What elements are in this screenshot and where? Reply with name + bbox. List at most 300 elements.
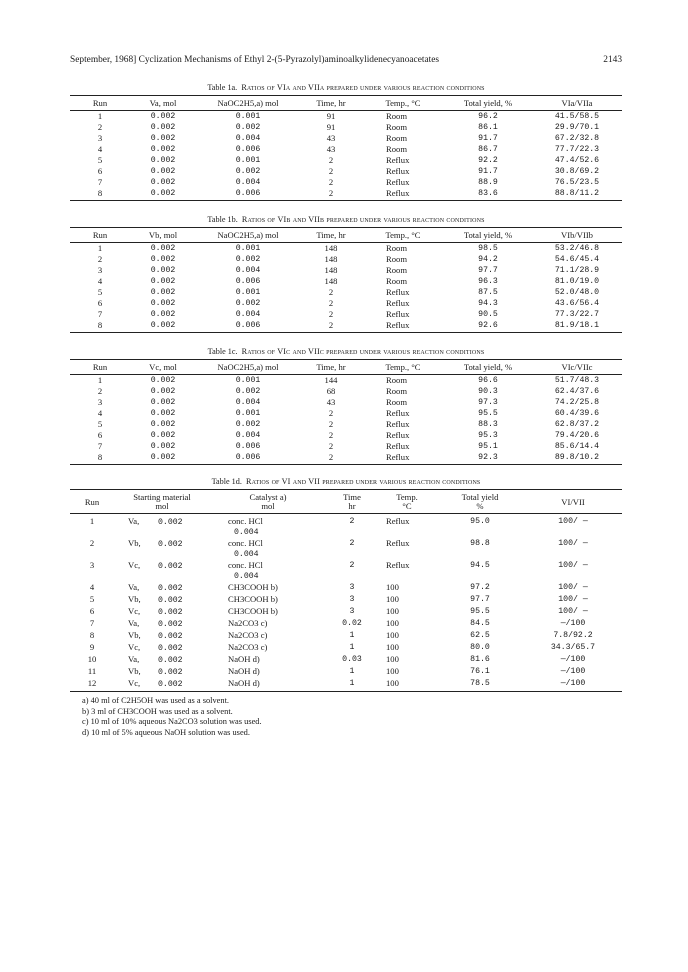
table-cell: 0.001 <box>235 288 261 297</box>
ratio-cell: 100/ — <box>558 539 588 548</box>
table-cell: 2 <box>300 188 362 201</box>
table-row <box>70 397 622 408</box>
table-cell: 91.7 <box>478 134 498 143</box>
col-starting-material-header: Starting material mol <box>114 490 210 514</box>
starting-material-cell: Vc, 0.002 <box>114 678 210 692</box>
table-cell: 98.5 <box>478 244 498 253</box>
table-cell: Reflux <box>386 166 410 176</box>
table-cell: Reflux <box>386 287 410 297</box>
table-cell: 90.5 <box>478 310 498 319</box>
table-cell: 3 <box>97 265 103 275</box>
table-1d-row <box>70 582 622 594</box>
temp-cell: 100 <box>386 666 399 676</box>
table-cell: 0.002 <box>150 277 176 286</box>
run-cell: 1 <box>89 516 95 526</box>
ratio-cell: —/100 <box>560 667 586 676</box>
table-cell: 96.6 <box>478 376 498 385</box>
temp-cell: 100 <box>386 594 399 604</box>
column-header: NaOC2H5,a) mol <box>196 360 300 375</box>
starting-material-cell: Va, 0.002 <box>128 654 183 665</box>
table-cell: 86.1 <box>478 123 498 132</box>
table-cell: 0.002 <box>150 156 176 165</box>
table-cell: 74.2/25.8 <box>554 398 600 407</box>
table-cell: 6 <box>97 166 103 176</box>
catalyst-cell: Na2CO3 c) <box>228 618 268 628</box>
table-title: Ratios of VIa and VIIa prepared under various reaction conditions <box>241 83 485 92</box>
table-cell: 81.0/19.0 <box>554 277 600 286</box>
table-cell: Reflux <box>386 155 410 165</box>
table-1d-row <box>70 594 622 606</box>
running-header-title: September, 1968] Cyclization Mechanisms of Ethyl 2-(5-Pyrazolyl)aminoalkylidenecyanoacetates <box>70 55 440 65</box>
yield-cell: 94.5 <box>470 561 490 570</box>
table-row <box>70 144 622 155</box>
column-header: Total yield, % <box>444 96 532 111</box>
ratio-cell: —/100 <box>560 619 586 628</box>
table-cell: 62.4/37.6 <box>554 387 600 396</box>
table-caption <box>70 83 622 92</box>
run-cell: 4 <box>89 582 95 592</box>
table-cell: 0.002 <box>150 299 176 308</box>
table-cell: Reflux <box>362 320 444 333</box>
table-cell: 41.5/58.5 <box>554 112 600 121</box>
journal-page <box>70 55 622 738</box>
tables-1abc <box>70 83 622 465</box>
table-cell: 5 <box>97 419 103 429</box>
column-header: Va, mol <box>130 96 196 111</box>
ratio-cell: 100/ — <box>558 607 588 616</box>
table-1d <box>70 489 622 692</box>
table-row <box>70 430 622 441</box>
table-cell: 5 <box>97 287 103 297</box>
table-row <box>70 408 622 419</box>
table-cell: 2 <box>328 441 334 451</box>
table-cell: 91.7 <box>478 167 498 176</box>
table-cell: 0.002 <box>235 167 261 176</box>
table-1d-title: Ratios of VI and VII prepared under various reaction conditions <box>246 477 481 486</box>
table-cell: 43.6/56.4 <box>554 299 600 308</box>
time-cell: 1 <box>349 631 355 640</box>
table-row <box>70 309 622 320</box>
table-cell: 7 <box>97 441 103 451</box>
starting-material-cell: Vc, 0.002 <box>128 642 183 653</box>
table-cell: Room <box>386 243 408 253</box>
table-cell: 8 <box>70 320 130 333</box>
table-row <box>70 155 622 166</box>
table-row <box>70 188 622 201</box>
table-label: Table 1a. <box>207 83 238 92</box>
table-row <box>70 243 622 255</box>
table-cell: 2 <box>97 254 103 264</box>
column-header: Time, hr <box>300 360 362 375</box>
column-header: Temp., °C <box>362 228 444 243</box>
table-1d-row <box>70 560 622 582</box>
run-cell: 3 <box>89 560 95 570</box>
run-cell: 5 <box>89 594 95 604</box>
table-cell: 0.006 <box>235 277 261 286</box>
time-cell: 2 <box>349 561 355 570</box>
starting-material-cell: Vb, 0.002 <box>128 630 183 641</box>
table-cell: Room <box>386 276 408 286</box>
table-cell: 94.3 <box>478 299 498 308</box>
table-cell: 0.002 <box>150 431 176 440</box>
run-cell: 2 <box>89 538 95 548</box>
table-cell: 51.7/48.3 <box>554 376 600 385</box>
column-header: Run <box>70 228 130 243</box>
table-cell: 90.3 <box>478 387 498 396</box>
temp-cell: 100 <box>386 642 399 652</box>
table-cell: Reflux <box>362 452 444 465</box>
table-cell: 0.002 <box>235 387 261 396</box>
table-cell: 0.002 <box>150 178 176 187</box>
ratio-cell: 100/ — <box>558 517 588 526</box>
table-row <box>70 111 622 123</box>
footnote: d) 10 ml of 5% aqueous NaOH solution was used. <box>82 727 250 737</box>
table-cell: 97.3 <box>478 398 498 407</box>
table-cell: 6 <box>97 298 103 308</box>
temp-cell: Reflux <box>386 560 410 570</box>
table-cell: 144 <box>324 375 338 385</box>
table-cell: Room <box>386 133 408 143</box>
table-cell: Reflux <box>386 309 410 319</box>
table-cell: 87.5 <box>478 288 498 297</box>
yield-cell: 76.1 <box>470 667 490 676</box>
yield-cell: 62.5 <box>470 631 490 640</box>
footnote: c) 10 ml of 10% aqueous Na2CO3 solution was used. <box>82 717 262 726</box>
table-cell: 0.002 <box>235 299 261 308</box>
table-header-row <box>70 96 622 111</box>
table-cell: 0.004 <box>235 431 261 440</box>
table-cell: 0.001 <box>235 409 261 418</box>
table-cell: 7 <box>97 309 103 319</box>
table-row <box>70 298 622 309</box>
table-cell: 0.002 <box>150 409 176 418</box>
table-cell: 76.5/23.5 <box>554 178 600 187</box>
table-cell: 79.4/20.6 <box>554 431 600 440</box>
table-cell: 0.002 <box>150 145 176 154</box>
table-cell: 148 <box>324 254 338 264</box>
catalyst-cell: NaOH d) <box>228 666 260 676</box>
table-cell: 54.6/45.4 <box>554 255 600 264</box>
table-row <box>70 419 622 430</box>
yield-cell: 98.8 <box>470 539 490 548</box>
column-header: NaOC2H5,a) mol <box>196 96 300 111</box>
ratio-cell: —/100 <box>560 655 586 664</box>
time-cell: 3 <box>349 583 355 592</box>
table-cell: 2 <box>328 408 334 418</box>
table-1d-row <box>70 654 622 666</box>
table-cell: 7 <box>97 177 103 187</box>
temp-cell: Reflux <box>386 538 410 548</box>
table-cell: 4 <box>97 408 103 418</box>
footnote: a) 40 ml of C2H5OH was used as a solvent. <box>82 696 230 705</box>
yield-cell: 97.7 <box>470 595 490 604</box>
starting-material-cell: Vb, 0.002 <box>128 594 183 605</box>
temp-cell: 100 <box>386 654 399 664</box>
table-1d-row <box>70 678 622 692</box>
table-row <box>70 287 622 298</box>
table-cell: 148 <box>324 276 338 286</box>
table-cell: 4 <box>97 276 103 286</box>
table-1d-row <box>70 618 622 630</box>
table-cell: 89.8/10.2 <box>532 452 622 465</box>
table-cell: 2 <box>328 155 334 165</box>
catalyst-cell: CH3COOH b) <box>228 594 278 604</box>
table-cell: 0.002 <box>150 112 176 121</box>
table-1d-row <box>70 538 622 560</box>
table-cell: Reflux <box>386 419 410 429</box>
table-cell: 3 <box>97 133 103 143</box>
ratio-cell: 100/ — <box>558 583 588 592</box>
run-cell: 9 <box>89 642 95 652</box>
table-cell: Room <box>386 375 408 385</box>
catalyst-cell: CH3COOH b) <box>228 582 278 592</box>
catalyst-cell: NaOH d) <box>210 678 326 692</box>
ratio-cell: 7.8/92.2 <box>553 631 593 640</box>
table-cell: 2 <box>328 298 334 308</box>
time-cell: 1 <box>326 678 378 692</box>
starting-material-cell: Vc, 0.002 <box>128 560 183 571</box>
table-cell: 0.002 <box>235 420 261 429</box>
table-cell: Room <box>386 122 408 132</box>
table-header-row <box>70 360 622 375</box>
table-row <box>70 122 622 133</box>
column-header: Total yield, % <box>444 228 532 243</box>
yield-cell: 97.2 <box>470 583 490 592</box>
page-number: 2143 <box>603 55 622 65</box>
table-cell: 0.002 <box>150 167 176 176</box>
table-cell: 95.3 <box>478 431 498 440</box>
table-cell: 0.004 <box>235 266 261 275</box>
table-row <box>70 166 622 177</box>
table-cell: 81.9/18.1 <box>532 320 622 333</box>
table-row <box>70 375 622 387</box>
table-cell: 0.002 <box>130 320 196 333</box>
table-cell: 0.002 <box>150 266 176 275</box>
table-cell: 96.3 <box>478 277 498 286</box>
yield-cell: 95.5 <box>470 607 490 616</box>
table-cell: 29.9/70.1 <box>554 123 600 132</box>
table-cell: 3 <box>97 397 103 407</box>
col-ratio-header: VI/VII <box>524 490 622 514</box>
yield-cell: 81.6 <box>470 655 490 664</box>
table-cell: 0.002 <box>235 255 261 264</box>
table-cell: 8 <box>70 188 130 201</box>
starting-material-cell: Va, 0.002 <box>128 516 183 527</box>
table-cell: 0.002 <box>130 452 196 465</box>
table-cell: 0.002 <box>150 255 176 264</box>
table-cell: 1 <box>97 111 103 121</box>
table-1d-row <box>70 514 622 539</box>
table-cell: 77.7/22.3 <box>554 145 600 154</box>
table-cell: 77.3/22.7 <box>554 310 600 319</box>
yield-cell: 80.0 <box>470 643 490 652</box>
table-cell: 0.002 <box>150 420 176 429</box>
table-cell: 95.1 <box>478 442 498 451</box>
run-cell: 8 <box>89 630 95 640</box>
column-header: Vc, mol <box>130 360 196 375</box>
column-header: Time, hr <box>300 228 362 243</box>
table-cell: 1 <box>97 243 103 253</box>
table-cell: 0.002 <box>150 442 176 451</box>
table-cell: Room <box>386 397 408 407</box>
time-cell: 3 <box>349 595 355 604</box>
temp-cell: 100 <box>386 582 399 592</box>
table-cell: 0.006 <box>235 442 261 451</box>
table-cell: 1 <box>97 375 103 385</box>
table-cell: 2 <box>328 166 334 176</box>
table-cell: 62.8/37.2 <box>554 420 600 429</box>
table-cell: Room <box>386 265 408 275</box>
table-cell: 148 <box>324 243 338 253</box>
table-cell: 94.2 <box>478 255 498 264</box>
catalyst-cell: CH3COOH b) <box>228 606 278 616</box>
table-row <box>70 177 622 188</box>
table-cell: 0.002 <box>150 310 176 319</box>
footnotes <box>70 696 622 738</box>
column-header: VIa/VIIa <box>532 96 622 111</box>
table-cell: 0.001 <box>235 156 261 165</box>
catalyst-cell: Na2CO3 c) <box>228 642 268 652</box>
table-cell: 8 <box>70 452 130 465</box>
table-cell: 43 <box>326 133 336 143</box>
table-cell: 0.002 <box>150 288 176 297</box>
temp-cell: 100 <box>386 606 399 616</box>
table-cell: 5 <box>97 155 103 165</box>
table-cell: 0.002 <box>235 123 261 132</box>
table-cell: 0.001 <box>235 376 261 385</box>
table-row <box>70 441 622 452</box>
table-cell: 67.2/32.8 <box>554 134 600 143</box>
ratio-cell: 34.3/65.7 <box>550 643 596 652</box>
table-cell: 92.3 <box>444 452 532 465</box>
table-cell: 85.6/14.4 <box>554 442 600 451</box>
table-cell: 2 <box>97 386 103 396</box>
table-cell: Reflux <box>362 188 444 201</box>
table-cell: 86.7 <box>478 145 498 154</box>
table-cell: 0.002 <box>150 134 176 143</box>
column-header: Run <box>70 96 130 111</box>
table-1d-row <box>70 642 622 654</box>
table-cell: 2 <box>328 287 334 297</box>
time-cell: 0.02 <box>342 619 362 628</box>
table-cell: 2 <box>328 430 334 440</box>
col-yield-header: Total yield % <box>436 490 524 514</box>
table-row <box>70 276 622 287</box>
table-cell: 68 <box>326 386 336 396</box>
column-header: Time, hr <box>300 96 362 111</box>
column-header: Vb, mol <box>130 228 196 243</box>
table-1d-header-row <box>70 490 622 514</box>
table-cell: 0.002 <box>150 398 176 407</box>
catalyst-cell: conc. HCl 0.004 <box>228 560 263 581</box>
table-label: Table 1c. <box>207 347 238 356</box>
table-cell: 91 <box>326 111 336 121</box>
starting-material-cell: Vb, 0.002 <box>128 538 183 549</box>
starting-material-cell: Vc, 0.002 <box>128 606 183 617</box>
table-cell: 0.006 <box>196 452 300 465</box>
yield-cell: 84.5 <box>470 619 490 628</box>
table-label: Table 1b. <box>207 215 238 224</box>
run-cell: 7 <box>89 618 95 628</box>
table-cell: Reflux <box>386 298 410 308</box>
table-cell: 2 <box>328 419 334 429</box>
run-cell: 6 <box>89 606 95 616</box>
column-header: Temp., °C <box>362 96 444 111</box>
col-temp-header: Temp. °C <box>378 490 436 514</box>
table-cell: 0.002 <box>150 376 176 385</box>
table-cell: 88.8/11.2 <box>532 188 622 201</box>
temp-cell: Reflux <box>386 516 410 526</box>
table-row <box>70 452 622 465</box>
table-cell: 43 <box>326 144 336 154</box>
catalyst-cell: Na2CO3 c) <box>228 630 268 640</box>
table-cell: 60.4/39.6 <box>554 409 600 418</box>
table-cell: 95.5 <box>478 409 498 418</box>
table-cell: 2 <box>300 452 362 465</box>
table-caption <box>70 215 622 224</box>
table-cell: 4 <box>97 144 103 154</box>
table-cell: 2 <box>97 122 103 132</box>
table-row <box>70 254 622 265</box>
table-1d-label: Table 1d. <box>211 477 242 486</box>
run-cell: 12 <box>70 678 114 692</box>
table-cell: 0.002 <box>130 188 196 201</box>
ratio-cell: 100/ — <box>558 595 588 604</box>
table-cell: 96.2 <box>478 112 498 121</box>
table-cell: 6 <box>97 430 103 440</box>
table-cell: 0.006 <box>196 188 300 201</box>
table-cell: 0.001 <box>235 112 261 121</box>
time-cell: 1 <box>349 643 355 652</box>
table-cell: 43 <box>326 397 336 407</box>
time-cell: 0.03 <box>342 655 362 664</box>
table-cell: 88.9 <box>478 178 498 187</box>
temp-cell: 100 <box>378 678 436 692</box>
col-run-header: Run <box>70 490 114 514</box>
table-cell: 83.6 <box>444 188 532 201</box>
table-row <box>70 133 622 144</box>
footnote: b) 3 ml of CH3COOH was used as a solvent. <box>82 706 233 716</box>
column-header: NaOC2H5,a) mol <box>196 228 300 243</box>
column-header: Run <box>70 360 130 375</box>
column-header: Temp., °C <box>362 360 444 375</box>
table-cell: 0.001 <box>235 244 261 253</box>
temp-cell: 100 <box>386 618 399 628</box>
catalyst-cell: conc. HCl 0.004 <box>228 516 263 537</box>
table-title: Ratios of VIc and VIIc prepared under various reaction conditions <box>241 347 485 356</box>
column-header: Total yield, % <box>444 360 532 375</box>
table-cell: 0.006 <box>196 320 300 333</box>
run-cell: 10 <box>87 654 97 664</box>
table-row <box>70 386 622 397</box>
table-cell: 0.002 <box>150 244 176 253</box>
ratio-cell: —/100 <box>524 678 622 692</box>
table-cell: 0.004 <box>235 134 261 143</box>
table-1d-caption <box>70 477 622 486</box>
table-cell: Reflux <box>386 408 410 418</box>
table-cell: 0.004 <box>235 310 261 319</box>
column-header: VIc/VIIc <box>532 360 622 375</box>
table-row <box>70 320 622 333</box>
table-row <box>70 265 622 276</box>
table-cell: 92.2 <box>478 156 498 165</box>
table-cell: 0.002 <box>150 123 176 132</box>
table-cell: Room <box>386 254 408 264</box>
yield-cell: 95.0 <box>470 517 490 526</box>
running-header <box>70 55 622 69</box>
table-cell: 2 <box>328 309 334 319</box>
starting-material-cell: Va, 0.002 <box>128 618 183 629</box>
